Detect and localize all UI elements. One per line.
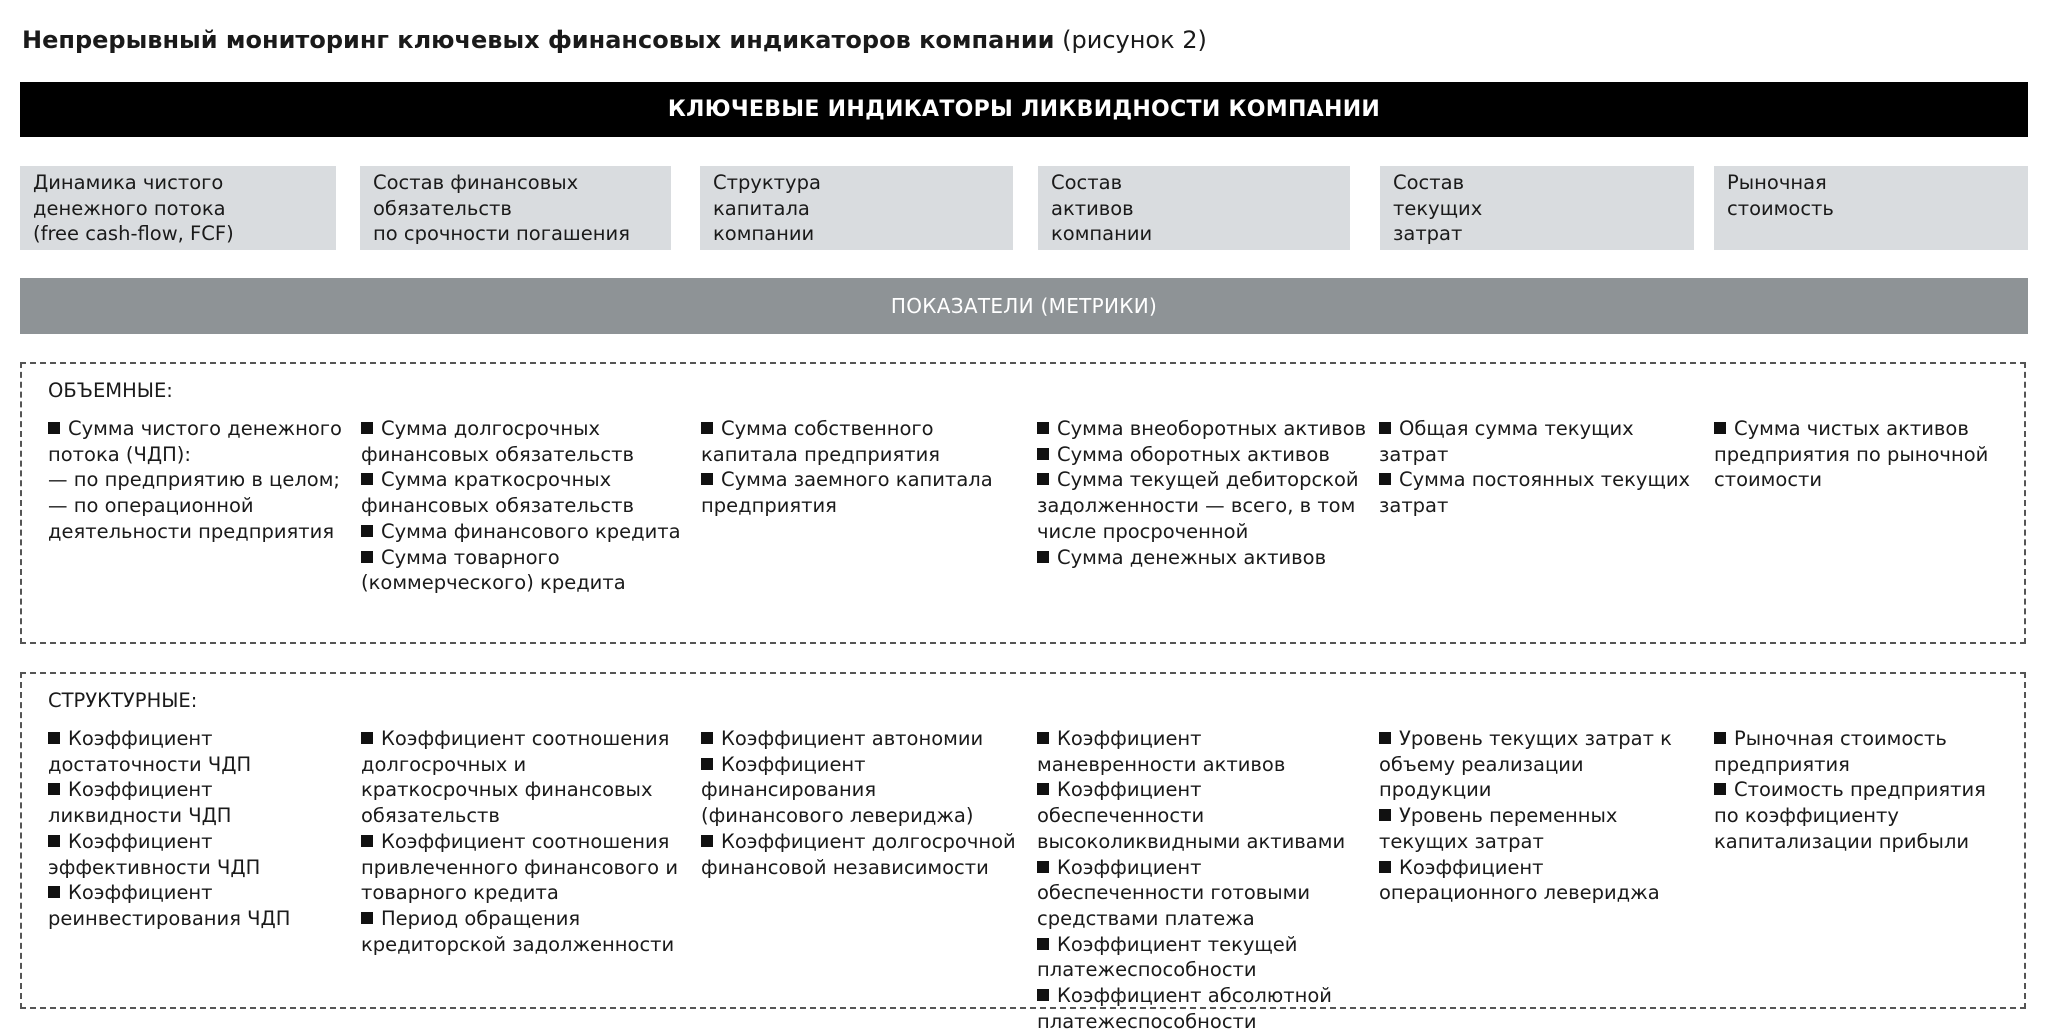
metric-text: Коэффициент реинвестирования ЧДП xyxy=(48,881,291,930)
metric-text: Сумма внеоборотных активов xyxy=(1057,417,1367,440)
metric-item xyxy=(361,416,681,467)
square-bullet-icon xyxy=(361,732,373,744)
key-indicators-header: КЛЮЧЕВЫЕ ИНДИКАТОРЫ ЛИКВИДНОСТИ КОМПАНИИ xyxy=(20,82,2028,137)
square-bullet-icon xyxy=(1379,809,1391,821)
metric-text: Коэффициент соотношения долгосрочных и краткосрочных финансовых обязательств xyxy=(361,727,670,828)
metric-text: Общая сумма текущих затрат xyxy=(1379,417,1634,466)
metric-text: Уровень переменных текущих затрат xyxy=(1379,804,1618,853)
structural-column-1 xyxy=(48,726,293,932)
metric-text: Коэффициент операционного левериджа xyxy=(1379,855,1660,905)
metric-text: Сумма финансового кредита xyxy=(381,519,681,543)
metric-item xyxy=(1037,545,1367,571)
metric-text: Сумма долгосрочных финансовых обязательств xyxy=(361,417,634,466)
square-bullet-icon xyxy=(48,886,60,898)
square-bullet-icon xyxy=(361,835,373,847)
metric-text: Рыночная стоимость предприятия xyxy=(1714,727,1947,776)
metric-text: Коэффициент абсолютной платежеспособности xyxy=(1037,984,1332,1033)
metric-text: Коэффициент обеспеченности готовыми средствами платежа xyxy=(1037,855,1311,930)
indicator-box-capital: Структура капитала компании xyxy=(700,166,1013,250)
metric-item xyxy=(701,467,1021,518)
square-bullet-icon xyxy=(701,473,713,485)
metric-item xyxy=(1037,416,1367,442)
structural-column-2 xyxy=(361,726,681,957)
metric-text: Сумма оборотных активов xyxy=(1057,442,1330,466)
metric-text: Коэффициент финансирования (финансового левериджа) xyxy=(701,752,974,828)
metric-item xyxy=(361,519,681,545)
metric-text: Сумма товарного (коммерческого) кредита xyxy=(361,545,626,595)
volume-heading: ОБЪЕМНЫЕ: xyxy=(48,379,173,402)
figure-title xyxy=(22,24,1207,56)
figure-title-bold: Непрерывный мониторинг ключевых финансовых индикаторов компании xyxy=(22,26,1055,54)
square-bullet-icon xyxy=(701,732,713,744)
square-bullet-icon xyxy=(1037,473,1049,485)
metric-item xyxy=(48,416,348,467)
indicator-box-fcf: Динамика чистого денежного потока (free cash-flow, FCF) xyxy=(20,166,336,250)
square-bullet-icon xyxy=(701,758,713,770)
volume-column-5 xyxy=(1379,416,1699,519)
metric-item xyxy=(1714,777,2004,854)
metric-text: Стоимость предприятия по коэффициенту капитализации прибыли xyxy=(1714,778,1986,853)
square-bullet-icon xyxy=(48,783,60,795)
square-bullet-icon xyxy=(1037,448,1049,460)
metric-text: Коэффициент долгосрочной финансовой независимости xyxy=(701,829,1016,879)
metric-item xyxy=(1037,442,1367,468)
indicator-box-assets: Состав активов компании xyxy=(1038,166,1350,250)
square-bullet-icon xyxy=(1714,422,1726,434)
structural-column-6 xyxy=(1714,726,2004,855)
metric-item xyxy=(1037,777,1367,854)
metric-item xyxy=(361,726,681,829)
metric-item xyxy=(48,880,293,931)
metric-item xyxy=(1379,416,1699,467)
square-bullet-icon xyxy=(361,473,373,485)
square-bullet-icon xyxy=(48,835,60,847)
square-bullet-icon xyxy=(1379,732,1391,744)
metric-text: Коэффициент текущей платежеспособности xyxy=(1037,932,1298,982)
metric-text: Сумма денежных активов xyxy=(1057,545,1327,569)
indicator-box-liabilities: Состав финансовых обязательств по срочности погашения xyxy=(360,166,671,250)
metric-text: Период обращения кредиторской задолженности xyxy=(361,906,675,956)
square-bullet-icon xyxy=(1037,938,1049,950)
square-bullet-icon xyxy=(1037,732,1049,744)
square-bullet-icon xyxy=(361,422,373,434)
metric-item xyxy=(1379,803,1699,854)
indicator-box-market-value: Рыночная стоимость xyxy=(1714,166,2028,250)
metric-text: Коэффициент эффективности ЧДП xyxy=(48,829,261,879)
structural-column-4 xyxy=(1037,726,1367,1034)
square-bullet-icon xyxy=(1037,783,1049,795)
volume-column-1 xyxy=(48,416,348,545)
square-bullet-icon xyxy=(1379,861,1391,873)
metric-item xyxy=(1379,467,1699,518)
metric-item xyxy=(48,829,293,880)
metric-text: Сумма чистого денежного потока (ЧДП): xyxy=(48,417,342,466)
metric-item xyxy=(1714,416,2004,493)
metric-item xyxy=(1037,467,1367,544)
square-bullet-icon xyxy=(701,835,713,847)
square-bullet-icon xyxy=(361,525,373,537)
metric-text: Сумма заемного капитала предприятия xyxy=(701,468,993,518)
metric-text: — по предприятию в целом; xyxy=(48,468,340,492)
metric-text: Коэффициент ликвидности ЧДП xyxy=(48,778,232,828)
volume-column-2 xyxy=(361,416,681,596)
metric-item xyxy=(1714,726,2004,777)
volume-column-3 xyxy=(701,416,1021,519)
metric-text: Коэффициент обеспеченности высоколиквидными активами xyxy=(1037,778,1346,853)
indicator-box-costs: Состав текущих затрат xyxy=(1380,166,1694,250)
volume-metrics-panel xyxy=(20,362,2026,644)
metric-text: Сумма собственного капитала предприятия xyxy=(701,417,940,466)
metrics-header: ПОКАЗАТЕЛИ (МЕТРИКИ) xyxy=(20,278,2028,334)
metric-item xyxy=(701,829,1021,880)
metric-item xyxy=(1037,983,1367,1034)
square-bullet-icon xyxy=(1037,551,1049,563)
square-bullet-icon xyxy=(1379,473,1391,485)
square-bullet-icon xyxy=(48,732,60,744)
square-bullet-icon xyxy=(701,422,713,434)
metric-text: Коэффициент соотношения привлеченного финансового и товарного кредита xyxy=(361,829,678,905)
metric-item xyxy=(1379,726,1699,803)
square-bullet-icon xyxy=(48,422,60,434)
metric-item xyxy=(1037,932,1367,983)
square-bullet-icon xyxy=(1714,732,1726,744)
structural-metrics-panel xyxy=(20,672,2026,1033)
square-bullet-icon xyxy=(361,912,373,924)
metric-text: Уровень текущих затрат к объему реализации продукции xyxy=(1379,727,1672,802)
metric-text: Сумма текущей дебиторской задолженности — всего, в том числе просроченной xyxy=(1037,468,1359,543)
square-bullet-icon xyxy=(1714,783,1726,795)
metric-item xyxy=(361,545,681,596)
metric-item xyxy=(1379,855,1699,906)
metric-item xyxy=(361,829,681,906)
metric-item xyxy=(48,726,293,777)
square-bullet-icon xyxy=(1037,861,1049,873)
square-bullet-icon xyxy=(1379,422,1391,434)
figure-title-caption: (рисунок 2) xyxy=(1062,26,1207,54)
structural-column-5 xyxy=(1379,726,1699,906)
square-bullet-icon xyxy=(361,551,373,563)
volume-column-4 xyxy=(1037,416,1367,570)
metric-text: — по операционной деятельности предприятия xyxy=(48,494,335,543)
metric-item xyxy=(48,777,293,828)
metric-item xyxy=(701,726,1021,752)
metric-item xyxy=(1037,855,1367,932)
square-bullet-icon xyxy=(1037,989,1049,1001)
metric-item xyxy=(361,467,681,518)
metric-item xyxy=(1037,726,1367,777)
metric-item xyxy=(701,416,1021,467)
square-bullet-icon xyxy=(1037,422,1049,434)
metric-text: Коэффициент достаточности ЧДП xyxy=(48,727,252,776)
metric-subitem xyxy=(48,467,348,493)
volume-column-6 xyxy=(1714,416,2004,493)
metric-text: Коэффициент маневренности активов xyxy=(1037,727,1286,776)
metric-text: Сумма постоянных текущих затрат xyxy=(1379,468,1691,518)
metric-text: Сумма чистых активов предприятия по рыночной стоимости xyxy=(1714,417,1989,492)
indicator-row xyxy=(0,166,2048,250)
metric-text: Коэффициент автономии xyxy=(721,727,984,750)
metric-item xyxy=(361,906,681,957)
structural-column-3 xyxy=(701,726,1021,880)
metric-text: Сумма краткосрочных финансовых обязательств xyxy=(361,468,634,518)
structural-heading: СТРУКТУРНЫЕ: xyxy=(48,689,198,712)
metric-item xyxy=(701,752,1021,829)
metric-subitem xyxy=(48,493,348,544)
